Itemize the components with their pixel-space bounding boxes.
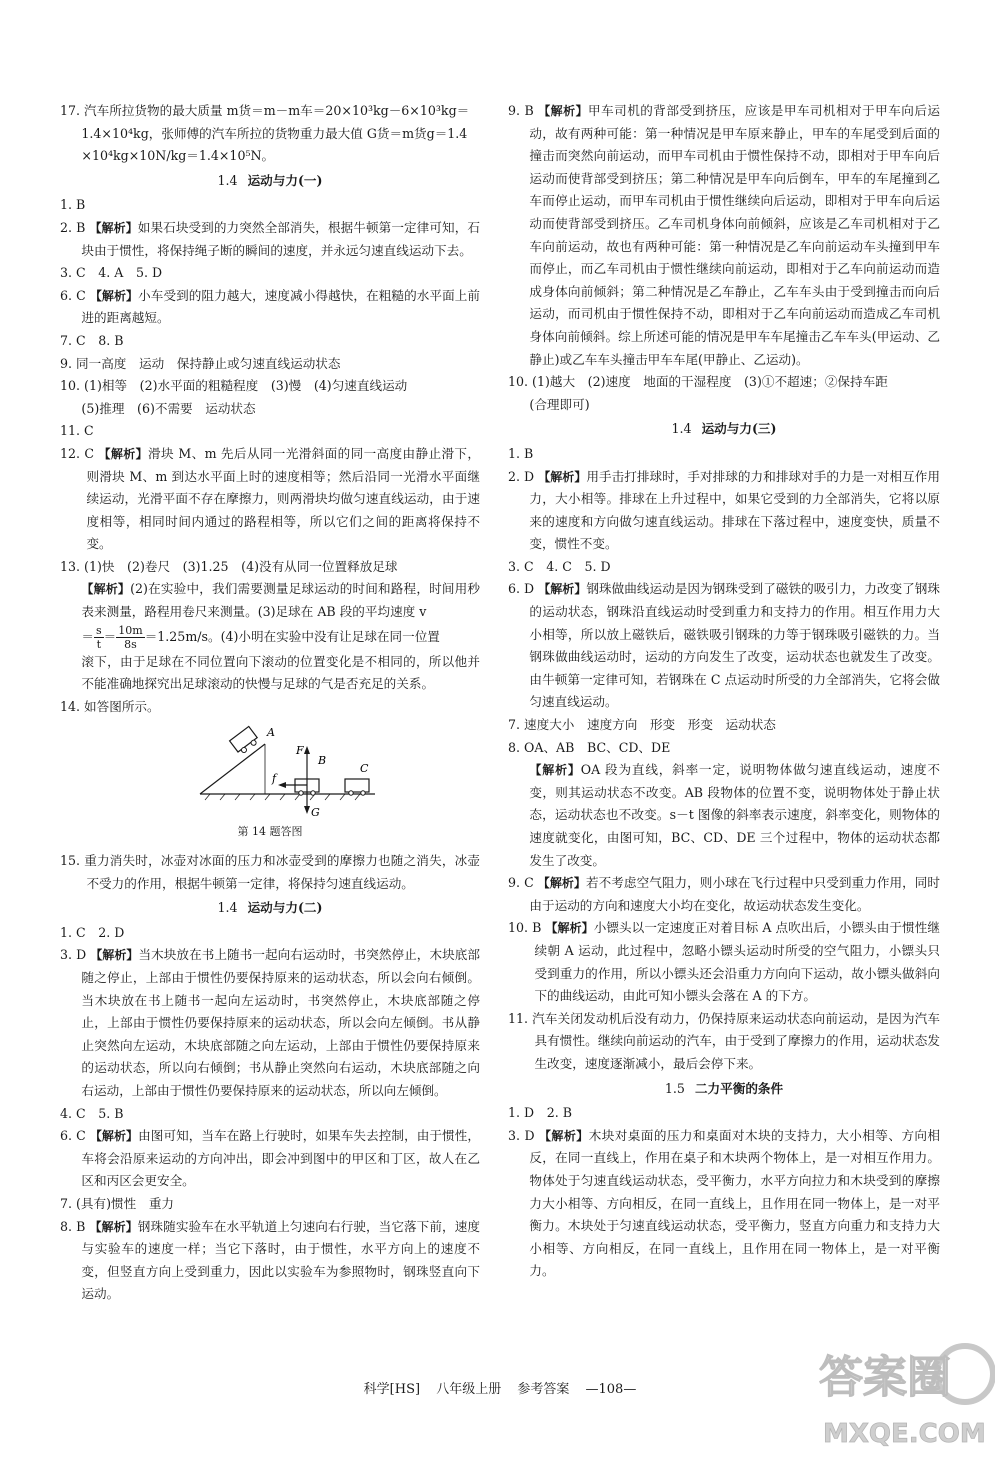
answer-d3: 3. D 【解析】木块对桌面的压力和桌面对木块的支持力，大小相等、方向相反，在同一直线上，作用在桌子和木块两个物体上，是一对相互作用力。物体处于匀速直线运动状态，受平衡力，水平方向拉力和木块受到的摩擦力大小相等、方向相反，在同一直线上，且作用在同一物体上，是一对平衡力。木块处于匀速直线运动状态，受平衡力，竖直方向重力和支持力大小相等、方向相反，在同一直线上，且作用在同一物体上，是一对平衡力。 — [508, 1127, 940, 1279]
answer-c3-5: 3. C 4. C 5. D — [508, 558, 611, 574]
answer-10: 10. (1)相等 (2)水平面的粗糙程度 (3)慢 (4)匀速直线运动 (5)推理 (6)不需要 运动状态 — [60, 378, 408, 416]
watermark-icon — [805, 1330, 995, 1457]
watermark-logo — [805, 1330, 995, 1457]
answer-c10: 10. B 【解析】小镖头以一定速度正对着目标 A 点吹出后，小镖头由于惯性继续朝 A 运动，此过程中，忽略小镖头运动时所受的空气阻力，小镖头只受到重力的作用，所以小镖头还会沿重力方向向下运动，故小镖头做斜向下的曲线运动，由此可知小镖头会落在 A 的下方。 — [508, 920, 940, 1004]
answer-b8: 8. B 【解析】钢珠随实验车在水平轨道上匀速向右行驶，当它落下前，速度与实验车的速度一样；当它下落时，由于惯性，水平方向上的速度不变，但竖直方向上受到重力，因此以实验车为参照物时，钢珠竖直向下运动。 — [60, 1218, 480, 1302]
footer-grade: 八年级上册 — [436, 1382, 502, 1397]
arrow-f — [278, 782, 286, 788]
arrow-G — [304, 806, 310, 814]
answer-7-8: 7. C 8. B — [60, 332, 124, 348]
force-diagram — [60, 724, 480, 819]
answer-6: 6. C 【解析】小车受到的阻力越大，速度减小得越快，在粗糙的水平面上前进的距离越短。 — [60, 287, 480, 326]
watermark-text: 答案圈 — [819, 1352, 951, 1403]
footer-label: 参考答案 — [517, 1382, 570, 1397]
answer-3-5: 3. C 4. A 5. D — [60, 265, 163, 281]
label-A: A — [267, 726, 275, 740]
page-number: —108— — [585, 1382, 637, 1397]
fraction-s-over-t: $\frac{s}{t}$ — [96, 623, 102, 651]
answer-c8: 8. OA、AB BC、CD、DE — [508, 739, 671, 755]
label-B: B — [318, 754, 327, 768]
figure-14 — [60, 724, 480, 819]
section-heading-1: 1.4 运动与力(一) — [217, 172, 323, 188]
answer-d1-2: 1. D 2. B — [508, 1105, 572, 1121]
answer-2: 2. B 【解析】如果石块受到的力突然全部消失，根据牛顿第一定律可知，石块由于惯性，将保持绳子断的瞬间的速度，并永远匀速直线运动下去。 — [60, 219, 480, 258]
label-C: C — [360, 762, 369, 776]
incline-line — [200, 744, 265, 794]
left-column — [60, 100, 480, 1306]
answer-c7: 7. 速度大小 速度方向 形变 形变 运动状态 — [508, 717, 776, 733]
answer-b3: 3. D 【解析】当木块放在书上随书一起向右运动时，书突然停止，木块底部随之停止，上部由于惯性仍要保持原来的运动状态，所以会向右倾倒。当木块放在书上随书一起向左运动时，书突然停止，木块底部随之停止，上部由于惯性仍要保持原来的运动状态，所以会向左倾倒。书从静止突然向左运动，木块底部随之向左运动，上部由于惯性仍要保持原来的运动状态，所以向右倾倒；书从静止突然向右运动，木块底部随之向右运动，上部由于惯性仍要保持原来的运动状态，所以向左倾倒。 — [60, 947, 480, 1098]
answer-b1-2: 1. C 2. D — [60, 924, 125, 940]
answer-c2: 2. D 【解析】用手击打排球时，手对排球的力和排球对手的力是一对相互作用力，大小相等。排球在上升过程中，如果它受到的力全部消失，它将以原来的速度和方向做匀速直线运动。排球在下落过程中，速度变快，质量不变，惯性不变。 — [508, 468, 940, 552]
answer-1: 1. B — [60, 197, 86, 213]
answer-15: 15. 重力消失时，冰壶对冰面的压力和冰壶受到的摩擦力也随之消失，冰壶不受力的作用，根据牛顿第一定律，将保持匀速直线运动。 — [60, 853, 480, 891]
answer-13-explanation: 【解析】(2)在实验中，我们需要测量足球运动的时间和路程，时间用秒表来测量，路程用卷尺来测量。(3)足球在 AB 段的平均速度 v ＝ $\frac{s}{t}$ ＝ $\frac{10m}{8s}$ ＝1.25m/s。(4)小明在实验中没有让足球在同一位置 滚下，由于足球在不同位置向下滚动的位置变化是不相同的，所以他并不能准确地探究出足球滚动的快慢与足球的气是否充足的关系。 — [81, 581, 480, 692]
answer-b9: 9. B 【解析】甲车司机的背部受到挤压，应该是甲车司机相对于甲车向后运动，故有两种可能：第一种情况是甲车原来静止，甲车的车尾受到后面的撞击而突然向前运动，而甲车司机由于惯性保持不动，即相对于甲车向后运动而使背部受到挤压；第二种情况是甲车向后倒车，甲车的车尾撞到乙车而停止运动，而甲车司机由于惯性继续向后运动，即相对于甲车向后运动而使背部受到挤压。乙车司机身体向前倾斜，应该是乙车司机相对于乙车向前运动，故也有两种可能：第一种情况是乙车向前运动车头撞到甲车而停止，而乙车司机由于惯性继续向前运动，即相对于乙车向前运动而造成身体向前倾斜；第二种情况是乙车静止，乙车车头由于受到撞击而向后运动，而司机由于惯性保持不动，即相对于乙车向前运动而造成乙车司机身体向前倾斜。综上所述可能的情况是甲车车尾撞击乙车车头(甲运动、乙静止)或乙车车头撞击甲车车尾(甲静止、乙运动)。 — [508, 103, 940, 367]
section-heading-3: 1.4 运动与力(三) — [671, 421, 777, 437]
answer-b6: 6. C 【解析】由图可知，当车在路上行驶时，如果车失去控制，由于惯性，车将会沿原来运动的方向冲出，即会冲到图中的甲区和丁区，故人在乙区和丙区会更安全。 — [60, 1128, 480, 1189]
answer-c11: 11. 汽车关闭发动机后没有动力，仍保持原来运动状态向前运动，是因为汽车具有惯性。继续向前运动的汽车，由于受到了摩擦力的作用，运动状态发生改变，速度逐渐减小，最后会停下来。 — [508, 1010, 940, 1071]
answer-9: 9. 同一高度 运动 保持静止或匀速直线运动状态 — [60, 355, 341, 371]
answer-13: 13. (1)快 (2)卷尺 (3)1.25 (4)没有从同一位置释放足球 — [60, 558, 398, 574]
ground-hatch — [205, 794, 360, 800]
fraction-10m-over-8s: $\frac{10m}{8s}$ — [118, 623, 143, 651]
footer-subject: 科学[HS] — [363, 1382, 421, 1397]
block-c — [345, 779, 369, 792]
section-heading-4: 1.5 二力平衡的条件 — [664, 1080, 784, 1096]
label-F: F — [296, 744, 304, 758]
answer-17: 17. 汽车所拉货物的最大质量 m货＝m－m车＝20×10³kg－6×10³kg＝ 1.4×10⁴kg，张师傅的汽车所拉的货物重力最大值 G货＝m货g＝1.4 ×10⁴kg×10N/kg＝1.4×10⁵N。 — [60, 103, 470, 164]
watermark-url: MXQE.COM — [823, 1419, 986, 1449]
answer-b7: 7. (具有)惯性 重力 — [60, 1195, 175, 1211]
answer-c8-explanation: 【解析】OA 段为直线，斜率一定，说明物体做匀速直线运动，速度不变，则其运动状态不改变。AB 段物体的位置不变，说明物体处于静止状态，运动状态也不改变。s－t 图像的斜率表示速度，斜率变化，则物体的速度就变化，由图可知，BC、CD、DE 三个过程中，物体的运动状态都发生了改变。 — [529, 762, 940, 868]
label-f: f — [272, 772, 277, 786]
arrow-F — [304, 746, 310, 754]
answer-c9: 9. C 【解析】若不考虑空气阻力，则小球在飞行过程中只受到重力作用，同时由于运动的方向和速度大小均在变化，故运动状态发生变化。 — [508, 875, 941, 913]
right-column — [508, 100, 940, 1283]
section-heading-2: 1.4 运动与力(二) — [217, 900, 323, 916]
answer-c6: 6. D 【解析】钢珠做曲线运动是因为钢珠受到了磁铁的吸引力，力改变了钢珠的运动状态，钢珠沿直线运动时受到重力和支持力的作用。相互作用力大小相等，所以放上磁铁后，磁铁吸引钢珠的力等于钢珠吸引磁铁的力。当钢珠做曲线运动时，运动的方向发生了改变，运动状态也就发生了改变。由牛顿第一定律可知，若钢珠在 C 点运动时所受的力全部消失，它将会做匀速直线运动。 — [508, 581, 940, 710]
answer-b4-5: 4. C 5. B — [60, 1105, 124, 1121]
label-G: G — [311, 806, 320, 820]
answer-11: 11. C — [60, 423, 94, 439]
answer-c1: 1. B — [508, 445, 534, 461]
answer-12: 12. C 【解析】滑块 M、m 先后从同一光滑斜面的同一高度由静止滑下，则滑块 M、m 到达水平面上时的速度相等；然后沿同一光滑水平面继续运动，光滑平面不存在摩擦力，则两滑块均做匀速直线运动，由于速度相等，相同时间内通过的路程相等，所以它们之间的距离将保持不变。 — [60, 445, 480, 552]
answer-b10: 10. (1)越大 (2)速度 地面的干湿程度 (3)①不超速；②保持车距 (合理即可) — [508, 374, 888, 412]
answer-14: 14. 如答图所示。 — [60, 698, 160, 714]
figure-caption: 第 14 题答图 — [237, 825, 303, 839]
